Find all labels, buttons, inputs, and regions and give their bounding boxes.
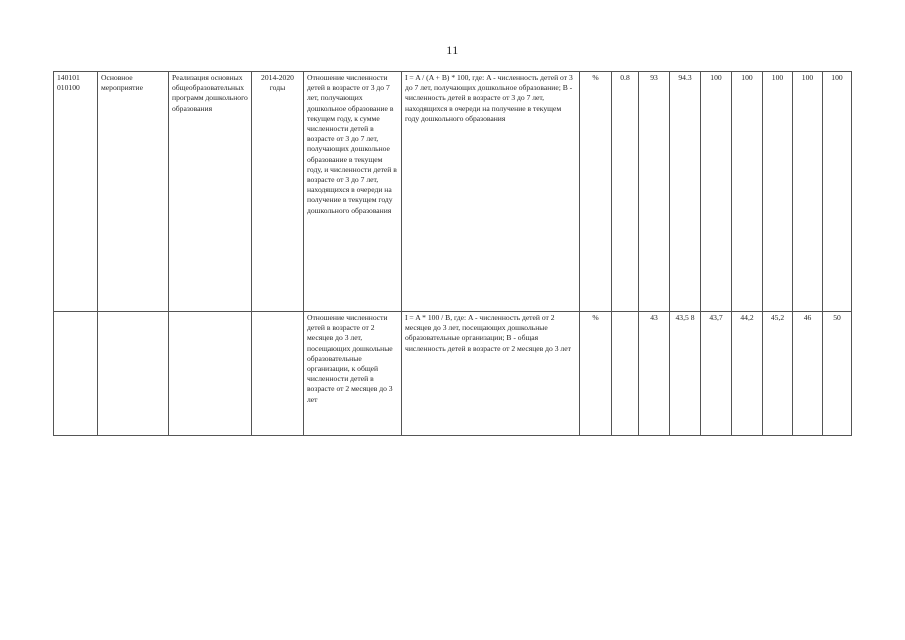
indicators-table <box>53 71 852 436</box>
type-cell <box>98 312 169 436</box>
table-row <box>54 312 852 436</box>
type-cell: Основное мероприятие <box>98 72 169 312</box>
value-cell: 94.3 <box>670 72 701 312</box>
value-cell: 43,7 <box>701 312 732 436</box>
page-number: 11 <box>446 43 459 57</box>
value-cell: 50 <box>823 312 852 436</box>
indicator-cell: Отношение численности детей в возрасте от 2 месяцев до 3 лет, посещающих дошкольные образовательные организации, к общей численности детей в возрасте от 2 месяцев до 3 лет <box>304 312 402 436</box>
table-row <box>54 72 852 312</box>
value-cell: 100 <box>793 72 823 312</box>
unit-cell: % <box>580 72 612 312</box>
formula-cell: I = A * 100 / B, где: A - численность детей от 2 месяцев до 3 лет, посещающих дошкольные образовательные организации; B - общая численность детей в возрасте от 2 месяцев до 3 лет <box>402 312 580 436</box>
value-cell: 100 <box>701 72 732 312</box>
unit-cell: % <box>580 312 612 436</box>
value-cell: 44,2 <box>732 312 763 436</box>
name-cell <box>169 312 252 436</box>
value-cell <box>612 312 639 436</box>
indicator-cell: Отношение численности детей в возрасте от 3 до 7 лет, получающих дошкольное образование в текущем году, к сумме численности детей в возрасте от 3 до 7 лет, получающих дошкольное образование в текущем году, и численности детей в возрасте от 3 до 7 лет, находящихся в очереди на получение в текущем году дошкольного образования <box>304 72 402 312</box>
value-cell: 43 <box>639 312 670 436</box>
value-cell: 93 <box>639 72 670 312</box>
period-cell <box>252 312 304 436</box>
name-cell: Реализация основных общеобразовательных программ дошкольного образования <box>169 72 252 312</box>
value-cell: 46 <box>793 312 823 436</box>
value-cell: 100 <box>823 72 852 312</box>
value-cell: 100 <box>763 72 793 312</box>
period-cell: 2014-2020 годы <box>252 72 304 312</box>
value-cell: 45,2 <box>763 312 793 436</box>
formula-cell: I = A / (A + B) * 100, где: A - численность детей от 3 до 7 лет, получающих дошкольное образование; B - численность детей в возрасте от 3 до 7 лет, находящихся в очереди на получение в текущем году дошкольного образования <box>402 72 580 312</box>
value-cell: 43,5 8 <box>670 312 701 436</box>
value-cell: 0.8 <box>612 72 639 312</box>
code-cell <box>54 312 98 436</box>
value-cell: 100 <box>732 72 763 312</box>
code-cell: 140101 010100 <box>54 72 98 312</box>
